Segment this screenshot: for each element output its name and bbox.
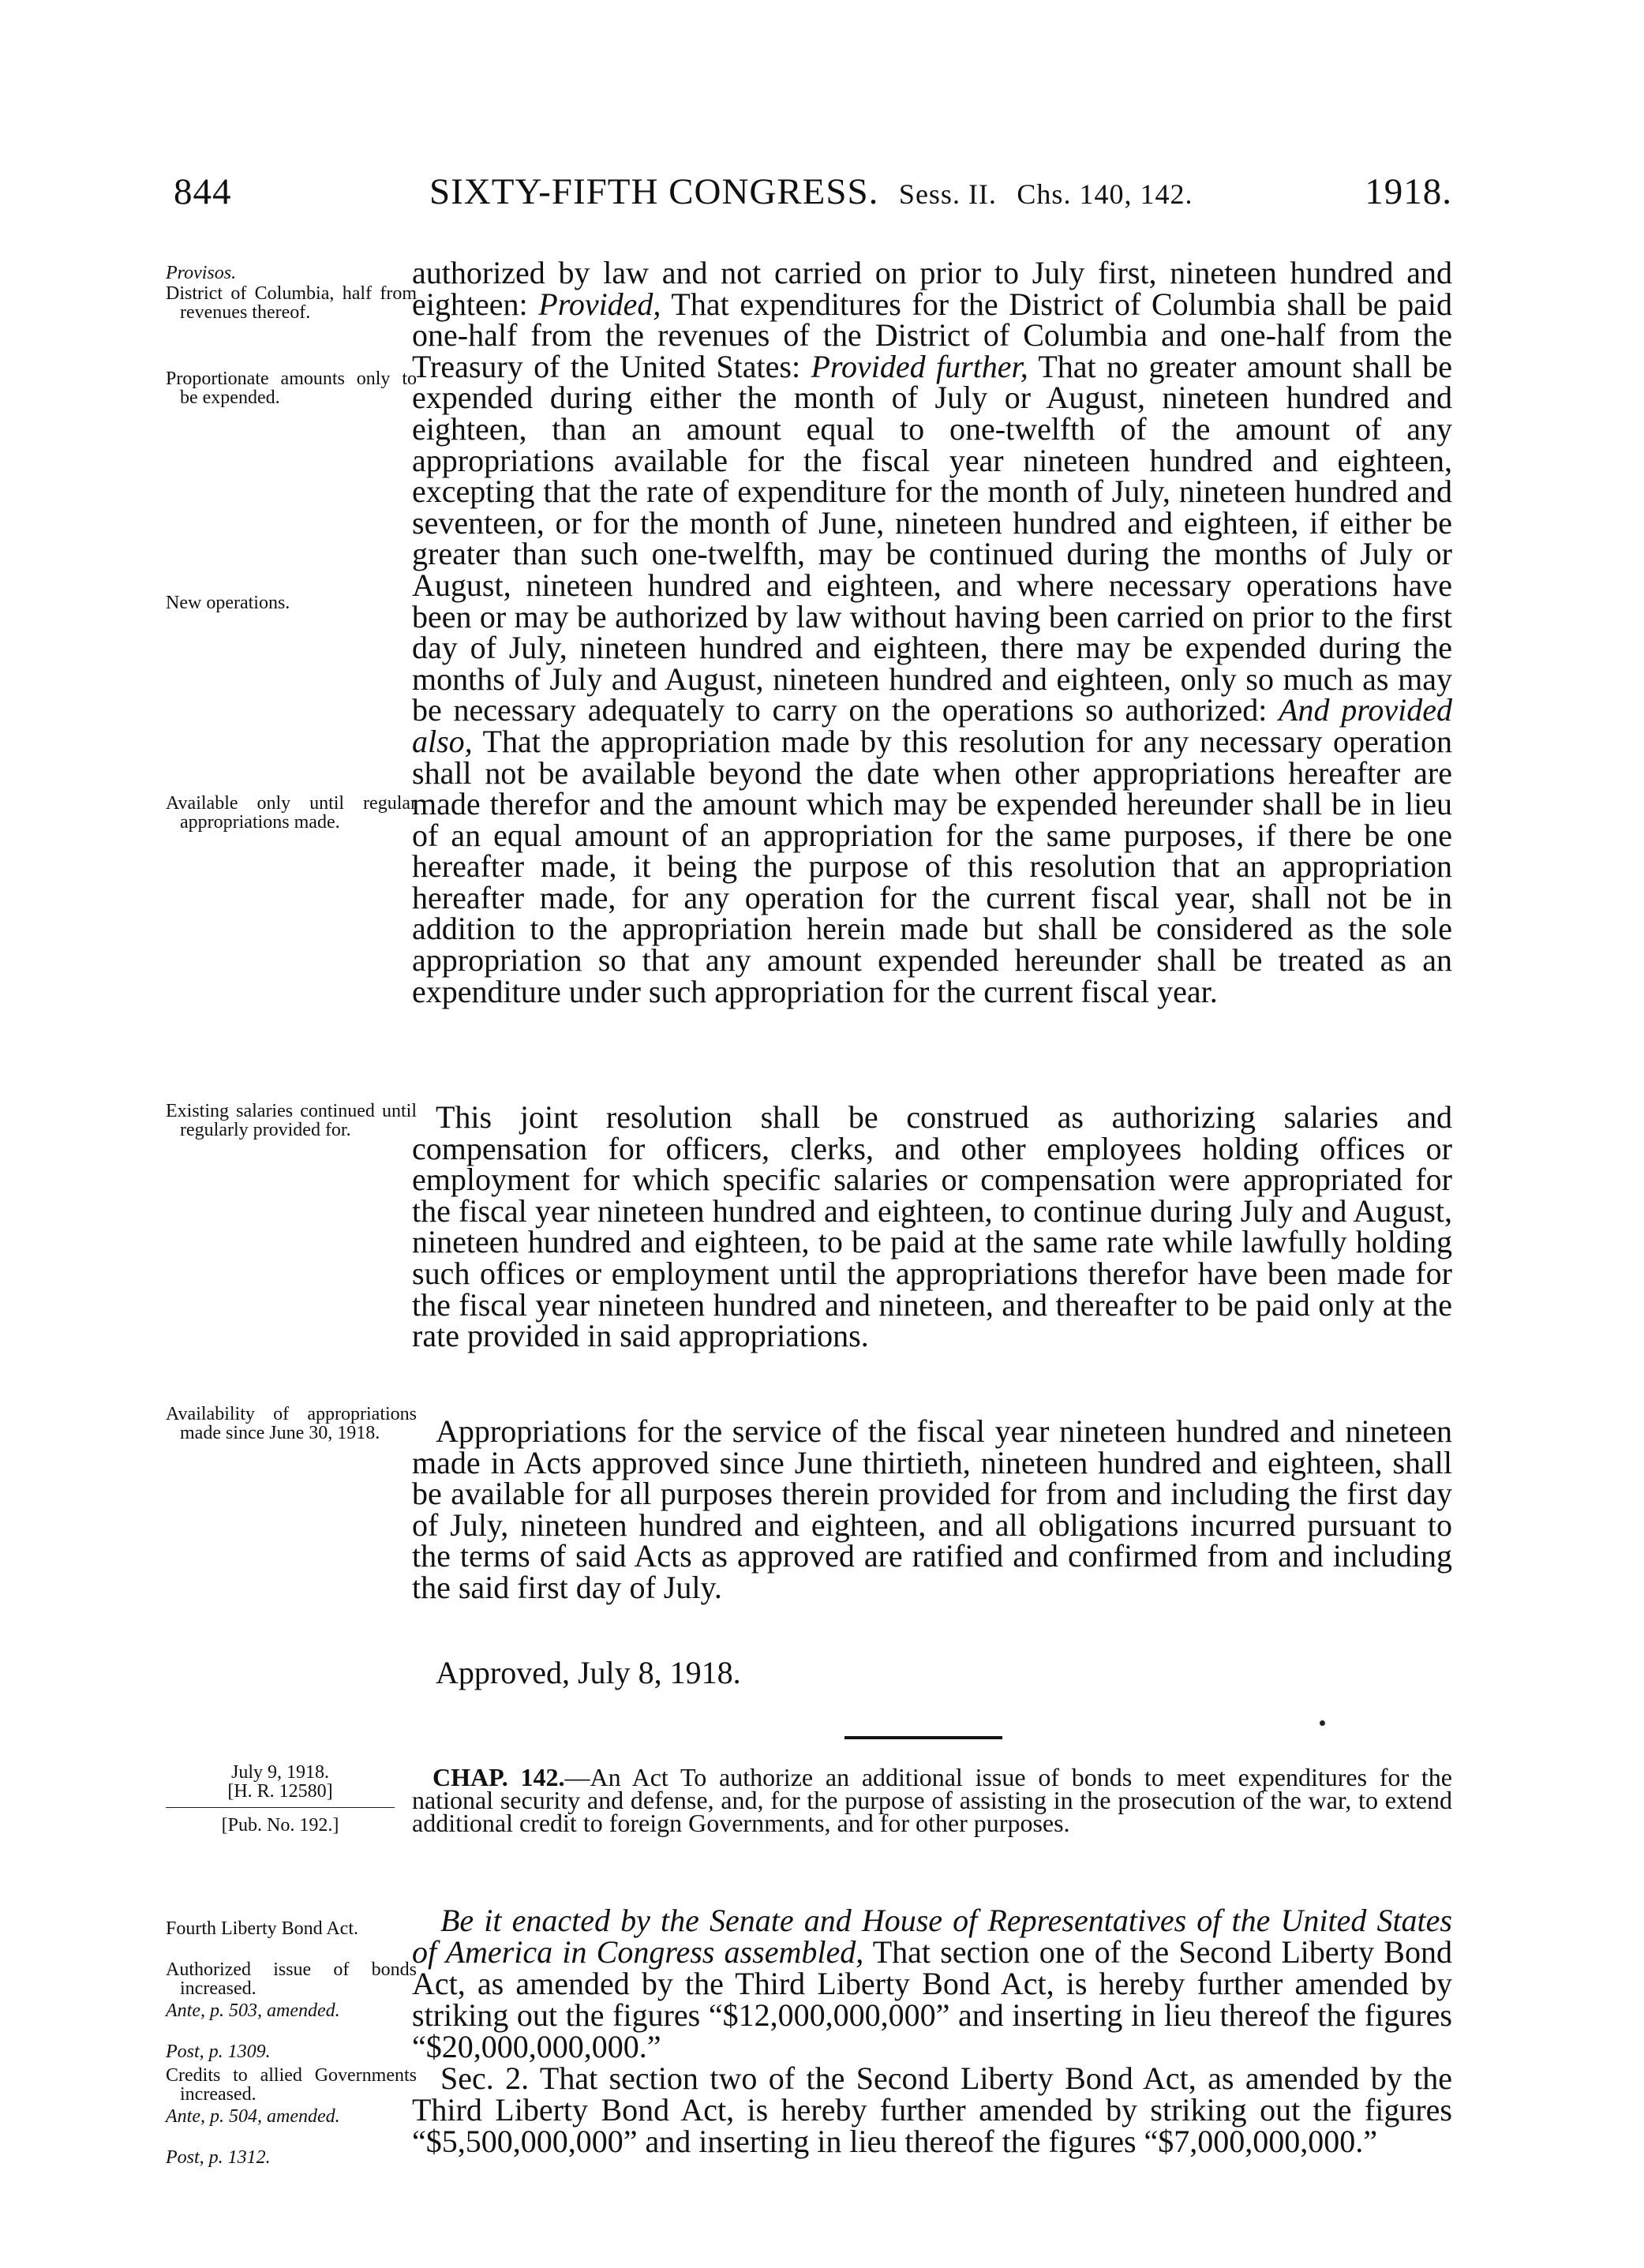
congress-label: SIXTY-FIFTH CONGRESS. xyxy=(429,171,879,212)
bill-pub-number: [Pub. No. 192.] xyxy=(221,1815,339,1836)
running-title xyxy=(429,170,1193,213)
bill-metadata xyxy=(166,1763,395,1835)
and-provided-also-italic: And provided also, xyxy=(412,692,1453,759)
margin-note-fourth-liberty: Fourth Liberty Bond Act. xyxy=(166,1918,358,1939)
p1-part-c: That no greater amount shall be expended during either the month of July or August, nineteen hundred and eighteen, than an amount equal to one-twelfth of the amount of any appropriations available for the fiscal year nineteen hundred and eighteen, excepting that the rate of expenditure for the month of July, nineteen hundred and seventeen, or for the month of June, nineteen hundred and eighteen, if either be greater than such one-twelfth, may be continued during the months of July or August, nineteen hundred and eighteen, and where necessary operations have been or may be authorized by law without having been carried on prior to the first day of July, nineteen hundred and eighteen, there may be expended during the months of July and August, nineteen hundred and eighteen, only so much as may be necessary adequately to carry on the operations so authorized: xyxy=(412,348,1452,728)
section-divider xyxy=(844,1736,1002,1739)
enacting-clause: Be it enacted by the Senate and House of Representatives of the United States of America in Congress assembled, xyxy=(412,1903,1452,1970)
provided-italic: Provided, xyxy=(538,286,661,322)
enactment-text xyxy=(412,1905,1452,2158)
header-year: 1918. xyxy=(1365,171,1452,212)
chapter-title: —An Act To authorize an additional issue of bonds to meet expenditures for the national security and defense, and, for the purpose of assisting in the prosecution of the war, to extend additional credit to foreign Governments, and for other purposes. xyxy=(412,1763,1453,1837)
approved-line: Approved, July 8, 1918. xyxy=(436,1655,741,1690)
margin-note-availability: Availability of appropriations made since June 30, 1918. xyxy=(166,1404,417,1443)
p1-part-a: authorized by law and not carried on prior to July first, nineteen hundred and eighteen: xyxy=(412,255,1452,322)
p1-part-b: That expenditures for the District of Columbia shall be paid one-half from the revenues of the District of Columbia and one-half from the Treasury of the United States: xyxy=(412,286,1453,384)
print-dot xyxy=(1320,1720,1325,1726)
margin-note-authorized-issue: Authorized issue of bonds increased. xyxy=(166,1959,417,1999)
bill-date: July 9, 1918. xyxy=(230,1762,329,1783)
main-paragraph xyxy=(412,257,1452,1007)
page-number: 844 xyxy=(174,171,232,212)
availability-paragraph: Appropriations for the service of the fiscal year nineteen hundred and nineteen made in Acts approved since June thirtieth, nineteen hundred and eighteen, shall be available for all purposes therein provided for from and including the first day of July, nineteen hundred and eighteen, and all obligations incurred pursuant to the terms of said Acts as approved are ratified and confirmed from and including the said first day of July. xyxy=(412,1413,1452,1605)
salaries-paragraph: This joint resolution shall be construed as authorizing salaries and compensation for officers, clerks, and other employees holding offices or employment for which specific salaries or compensation were appropriated for the fiscal year nineteen hundred and eighteen, to continue during July and August, nineteen hundred and eighteen, to be paid at the same rate while lawfully holding such offices or employment until the appropriations therefor have been made for the fiscal year nineteen hundred and nineteen, and thereafter to be paid only at the rate provided in said appropriations. xyxy=(412,1099,1452,1354)
p1-part-d: That the appropriation made by this resolution for any necessary operation shall not be available beyond the date when other appropriations hereafter are made therefor and the amount which may be expended hereunder shall be in lieu of an equal amount of an appropriation for the same purposes, if there be one hereafter made, it being the purpose of this resolution that an appropriation hereafter made, for any operation for the current fiscal year, shall not be in addition to the appropriation herein made but shall be considered as the sole appropriation so that any amount expended hereunder shall be treated as an expenditure under such appropriation for the current fiscal year. xyxy=(412,723,1452,1009)
margin-note-ante-503: Ante, p. 503, amended. xyxy=(166,2000,340,2021)
margin-note-new-operations: New operations. xyxy=(166,593,290,613)
provided-further-italic: Provided further, xyxy=(811,348,1028,384)
bill-hr-number: [H. R. 12580] xyxy=(227,1781,333,1802)
margin-note-post-1312: Post, p. 1312. xyxy=(166,2147,271,2168)
margin-note-available-until: Available only until regular appropriations made. xyxy=(166,793,417,833)
chapter-heading xyxy=(412,1763,1453,1837)
section-one: That section one of the Second Liberty Bond Act, as amended by the Third Liberty Bond Act, is hereby further amended by striking out the figures “$12,000,000,000” and inserting in lieu thereof the figures “$20,000,000,000.” xyxy=(412,1934,1452,2064)
margin-note-salaries: Existing salaries continued until regularly provided for. xyxy=(166,1101,417,1140)
margin-note-ante-504: Ante, p. 504, amended. xyxy=(166,2106,340,2127)
margin-note-credits: Credits to allied Governments increased. xyxy=(166,2065,417,2105)
margin-note-dc-half: District of Columbia, half from revenues thereof. xyxy=(166,283,417,323)
margin-note-proportionate: Proportionate amounts only to be expended. xyxy=(166,369,417,408)
section-two-label: Sec. 2. xyxy=(440,2060,530,2096)
bill-meta-rule xyxy=(166,1807,395,1808)
chapters-label: Chs. 140, 142. xyxy=(1017,178,1193,210)
margin-note-post-1309: Post, p. 1309. xyxy=(166,2042,271,2062)
section-two: That section two of the Second Liberty Bond Act, as amended by the Third Liberty Bond Act, is hereby further amended by striking out the figures “$5,500,000,000” and inserting in lieu thereof the figures “$7,000,000,000.” xyxy=(412,2060,1453,2159)
session-label: Sess. II. xyxy=(898,178,997,210)
chapter-number: CHAP. 142. xyxy=(433,1763,565,1791)
margin-note-provisos: Provisos. xyxy=(166,263,237,283)
